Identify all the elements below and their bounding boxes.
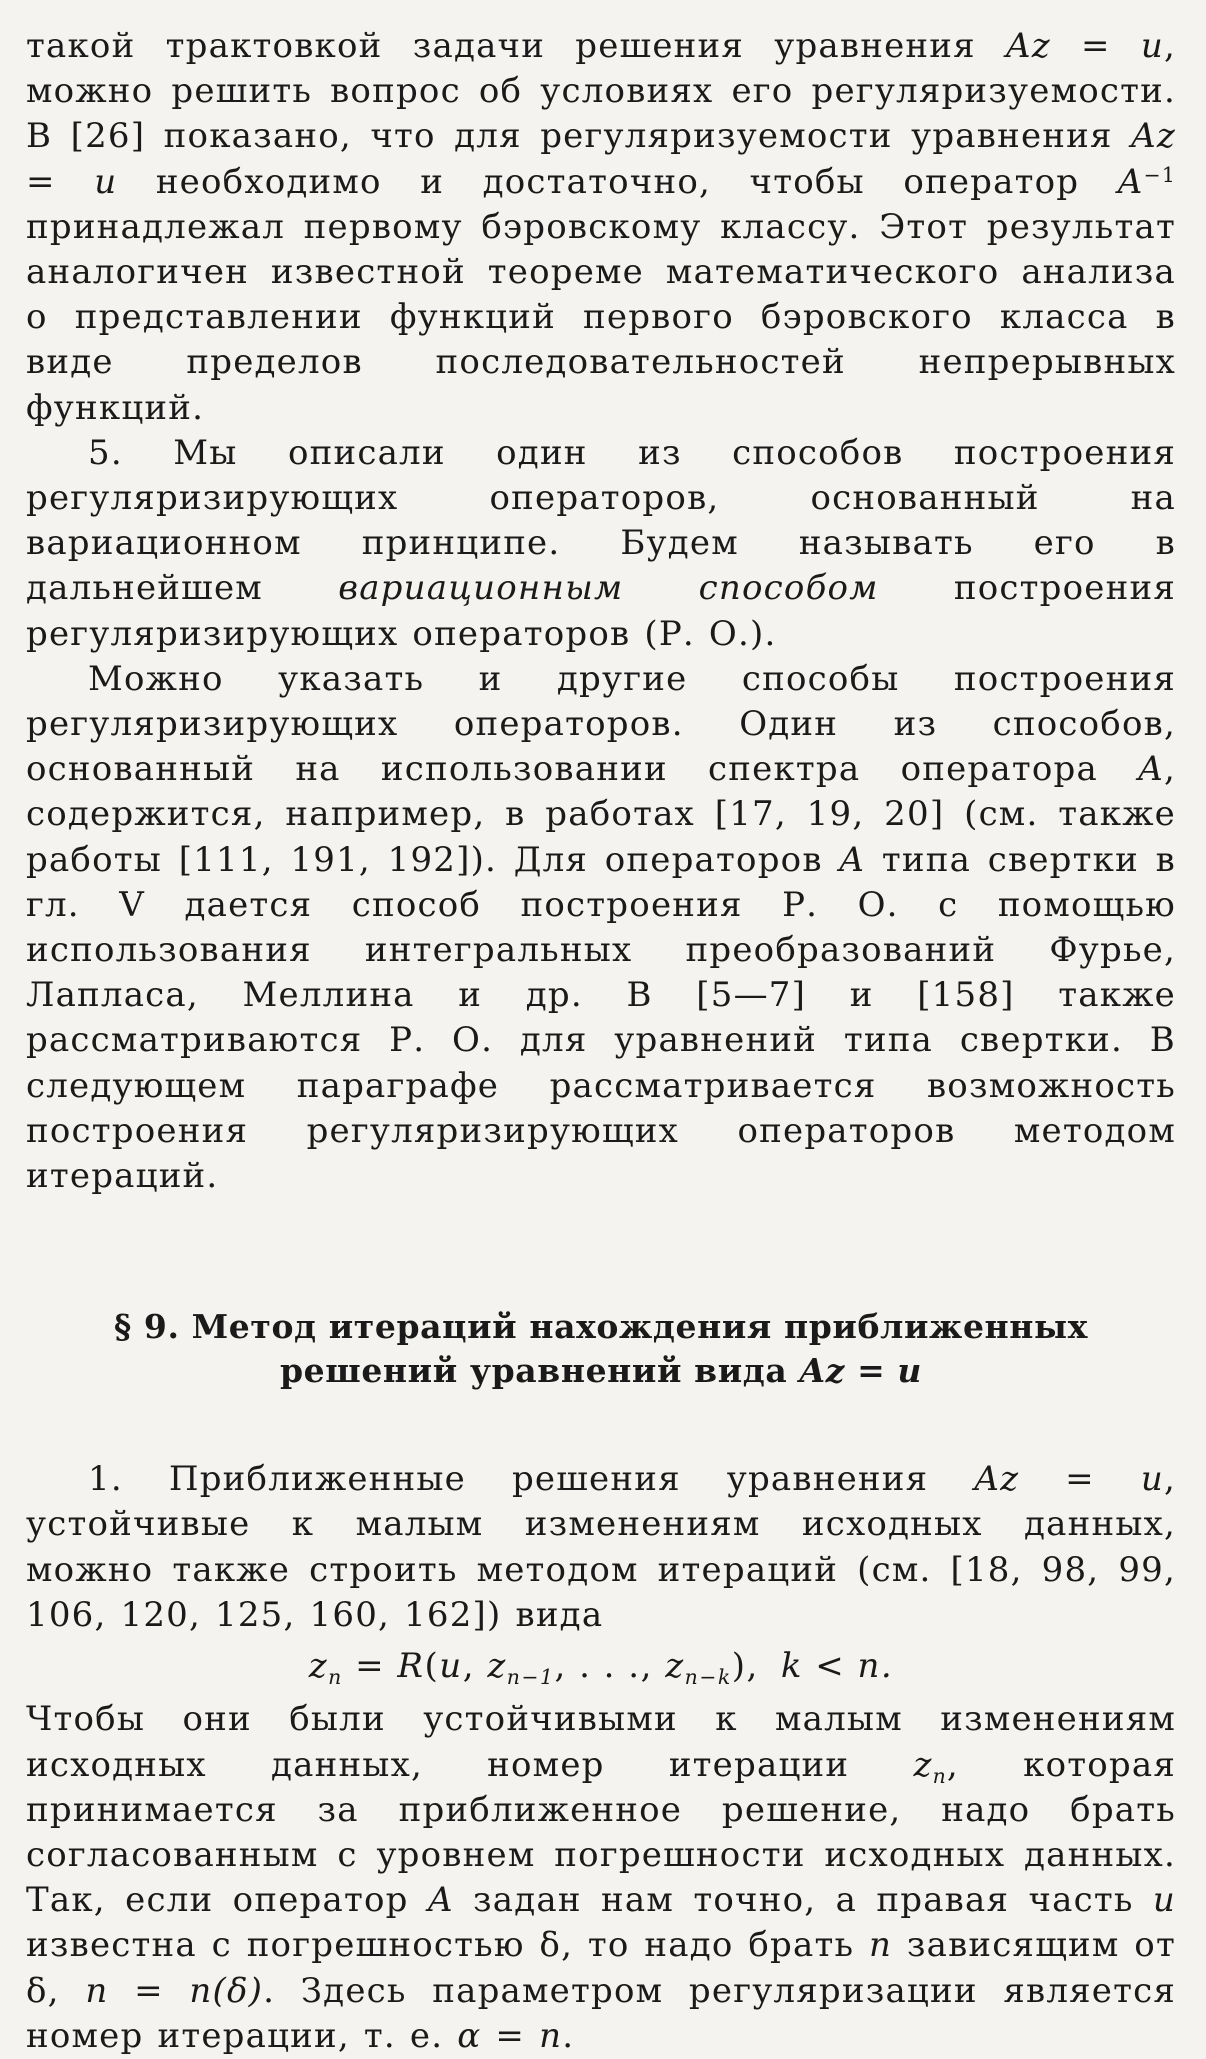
section-heading (26, 1305, 1176, 1393)
text-run: решений уравнений вида (279, 1351, 800, 1391)
math-inline: A (427, 1880, 454, 1921)
math-subscript: n−k (684, 1665, 732, 1690)
text-run: Можно указать и другие способы построения регуляризирующих операторов. Один из способов, основанный на использовании спектра оператора (26, 658, 1176, 790)
math-inline: Az = u (26, 116, 1176, 202)
math-inline: α = n (457, 2015, 563, 2056)
math-symbol: u (439, 1646, 463, 1687)
text-run: типа свертки в гл. V дается способ построения Р. О. с помощью использования интегральных преобразований Фурье, Лапласа, Меллина и др. В [5—7] и [158] также рассматриваются Р. О. для уравнений типа свертки. В следующем параграфе рассматривается возможность построения регуляризирующих операторов методом итераций. (26, 839, 1176, 1197)
math-operator: , (462, 1646, 488, 1687)
text-run: 1. Приближенные решения уравнения (88, 1459, 975, 1500)
text-run: , содержится, например, в работах [17, 19, 20] (см. также работы [111, 191, 192]). Для операторов (26, 749, 1176, 880)
math-operator: ( (424, 1646, 440, 1687)
text-run: такой трактовкой задачи решения уравнения (26, 26, 1006, 66)
math-subscript: n (328, 1665, 343, 1690)
math-inline: A (1138, 749, 1164, 790)
text-run: задан нам точно, а правая часть (453, 1880, 1153, 1921)
math-inline: Az = u (799, 1351, 923, 1391)
text-run: , которая принимается за приближенное решение, надо брать согласованным с уровнем погрешности исходных данных. Так, если оператор (26, 1744, 1176, 1921)
text-run: Чтобы они были устойчивыми к малым изменениям исходных данных, номер итерации (26, 1699, 1176, 1785)
text-run: построения регуляризирующих операторов (Р. О.). (26, 568, 1176, 654)
math-operator: ), (731, 1646, 759, 1687)
math-inline: Az = u (974, 1459, 1164, 1500)
math-symbol: R (397, 1646, 425, 1687)
math-inline: A (1117, 161, 1144, 202)
paragraph-stability (26, 1697, 1176, 2059)
math-subscript: n−1 (506, 1665, 555, 1690)
text-run: , можно решить вопрос об условиях его регуляризуемости. В [26] показано, что для регуляризуемости уравнения (26, 26, 1177, 157)
text-run: зависящим от δ, (26, 1925, 1176, 2011)
paragraph-iteration-intro (26, 1457, 1176, 1638)
paragraph-other-methods (26, 657, 1176, 1199)
math-condition: k < n. (780, 1646, 894, 1687)
math-symbol: z (487, 1646, 507, 1687)
math-inline: u (1152, 1880, 1177, 1921)
math-inline: A (839, 839, 866, 880)
text-run: . Здесь параметром регуляризации является номер итерации, т. е. (26, 1970, 1177, 2056)
math-inline: n = n(δ) (85, 1970, 264, 2011)
math-inline: z (913, 1744, 933, 1785)
text-run: необходимо и достаточно, чтобы оператор (117, 161, 1118, 202)
math-inline: n (868, 1925, 893, 1966)
emphasis-term: вариационным способом (338, 568, 879, 609)
text-run: известна с погрешностью δ, то надо брать (26, 1925, 869, 1966)
section-heading-line: § 9. Метод итераций нахождения приближенных (113, 1307, 1089, 1347)
display-formula (26, 1644, 1176, 1689)
text-run: принадлежал первому бэровскому классу. Этот результат аналогичен известной теореме математического анализа о представлении функций первого бэровского класса в виде пределов последовательностей непрерывных функций. (26, 206, 1176, 428)
math-symbol: z (308, 1646, 329, 1687)
paragraph-variational-method (26, 431, 1176, 657)
section-heading-line (26, 1349, 1176, 1393)
paragraph-regularizability (26, 24, 1176, 431)
math-operator: = (342, 1646, 398, 1687)
math-operator: , . . ., (554, 1646, 666, 1687)
text-run: , устойчивые к малым изменениям исходных данных, можно также строить методом итераций (см. [18, 98, 99, 106, 120, 125, 160, 162]) вида (26, 1459, 1176, 1635)
text-run: . (562, 2015, 575, 2056)
math-superscript: −1 (1143, 162, 1177, 187)
math-symbol: z (665, 1646, 685, 1687)
text-run: 5. Мы описали один из способов построения регуляризирующих операторов, основанный на вариационном принципе. Будем называть его в дальнейшем (26, 432, 1176, 609)
math-subscript: n (932, 1763, 947, 1788)
math-inline: Az = u (1005, 26, 1164, 66)
